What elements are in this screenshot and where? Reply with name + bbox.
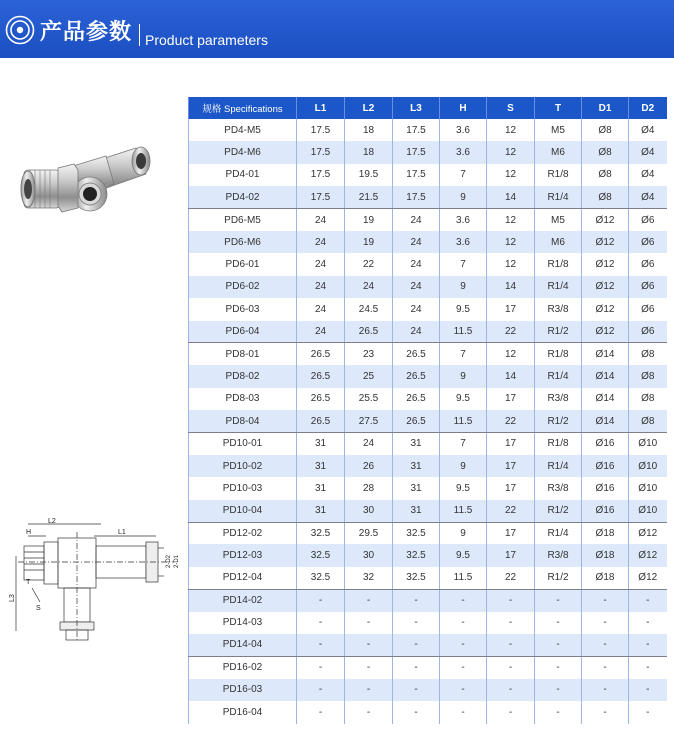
table-cell: 24 <box>297 298 345 320</box>
table-cell: - <box>345 656 393 678</box>
table-cell: Ø12 <box>582 209 629 231</box>
table-cell: 9 <box>440 455 487 477</box>
table-cell: - <box>487 656 535 678</box>
table-cell: R1/8 <box>535 432 582 454</box>
table-cell: R1/8 <box>535 164 582 186</box>
table-cell: 22 <box>487 500 535 522</box>
table-cell: 11.5 <box>440 567 487 589</box>
model-cell: PD10-02 <box>189 455 297 477</box>
section-title-cn: 产品参数 <box>40 20 133 45</box>
table-cell: 14 <box>487 186 535 208</box>
table-cell: Ø8 <box>629 410 667 432</box>
table-cell: 18 <box>345 141 393 163</box>
table-cell: M5 <box>535 119 582 141</box>
table-cell: 17 <box>487 477 535 499</box>
table-cell: 19 <box>345 209 393 231</box>
model-cell: PD8-04 <box>189 410 297 432</box>
table-cell: - <box>629 701 667 723</box>
table-cell: Ø8 <box>629 388 667 410</box>
table-row <box>189 455 667 477</box>
model-cell: PD8-03 <box>189 388 297 410</box>
table-cell: Ø12 <box>629 567 667 589</box>
table-cell: 18 <box>345 119 393 141</box>
dim-label-l1: L1 <box>118 529 126 536</box>
table-header-row <box>189 97 667 119</box>
table-cell: 17 <box>487 522 535 544</box>
table-row <box>189 321 667 343</box>
table-cell: Ø16 <box>582 477 629 499</box>
table-cell: - <box>440 701 487 723</box>
model-cell: PD8-02 <box>189 365 297 387</box>
table-cell: - <box>297 589 345 611</box>
dim-label-l3: L3 <box>9 594 16 602</box>
table-cell: Ø10 <box>629 432 667 454</box>
table-cell: 9 <box>440 276 487 298</box>
table-row <box>189 298 667 320</box>
table-cell: 11.5 <box>440 410 487 432</box>
model-cell: PD14-02 <box>189 589 297 611</box>
table-cell: 32.5 <box>393 544 440 566</box>
model-cell: PD12-02 <box>189 522 297 544</box>
table-cell: Ø4 <box>629 119 667 141</box>
table-cell: Ø8 <box>582 164 629 186</box>
column-header: 规格 Specifications <box>189 97 297 119</box>
model-cell: PD10-01 <box>189 432 297 454</box>
table-cell: 9 <box>440 365 487 387</box>
table-cell: 31 <box>297 500 345 522</box>
table-cell: Ø10 <box>629 477 667 499</box>
table-cell: 12 <box>487 119 535 141</box>
table-cell: 17.5 <box>297 186 345 208</box>
table-cell: - <box>629 634 667 656</box>
model-cell: PD12-04 <box>189 567 297 589</box>
table-cell: 22 <box>487 321 535 343</box>
table-cell: Ø12 <box>582 298 629 320</box>
table-cell: 17.5 <box>297 119 345 141</box>
model-cell: PD14-04 <box>189 634 297 656</box>
table-row <box>189 701 667 723</box>
table-cell: - <box>535 589 582 611</box>
table-row <box>189 141 667 163</box>
table-cell: 9.5 <box>440 298 487 320</box>
table-cell: Ø18 <box>582 544 629 566</box>
table-cell: 7 <box>440 343 487 365</box>
table-cell: Ø6 <box>629 253 667 275</box>
table-cell: R1/8 <box>535 343 582 365</box>
table-cell: - <box>582 589 629 611</box>
table-cell: 31 <box>297 432 345 454</box>
table-cell: - <box>297 612 345 634</box>
table-cell: 31 <box>297 455 345 477</box>
column-header: D1 <box>582 97 629 119</box>
table-cell: 24 <box>297 276 345 298</box>
table-cell: 31 <box>393 500 440 522</box>
table-row <box>189 634 667 656</box>
spec-table <box>188 97 667 724</box>
table-cell: 3.6 <box>440 231 487 253</box>
table-cell: M6 <box>535 231 582 253</box>
table-cell: 24 <box>393 231 440 253</box>
table-cell: Ø6 <box>629 276 667 298</box>
table-cell: - <box>582 701 629 723</box>
table-cell: 24 <box>393 253 440 275</box>
table-cell: 12 <box>487 253 535 275</box>
table-cell: 19 <box>345 231 393 253</box>
table-row <box>189 410 667 432</box>
model-cell: PD6-M5 <box>189 209 297 231</box>
model-cell: PD4-M6 <box>189 141 297 163</box>
model-cell: PD4-01 <box>189 164 297 186</box>
table-row <box>189 365 667 387</box>
table-cell: 24.5 <box>345 298 393 320</box>
table-cell: 30 <box>345 500 393 522</box>
table-cell: 24 <box>393 298 440 320</box>
table-cell: Ø10 <box>629 455 667 477</box>
model-cell: PD4-02 <box>189 186 297 208</box>
table-cell: 26 <box>345 455 393 477</box>
technical-drawing <box>6 518 186 643</box>
table-cell: 3.6 <box>440 209 487 231</box>
table-cell: - <box>629 589 667 611</box>
table-cell: Ø12 <box>582 253 629 275</box>
table-cell: 3.6 <box>440 119 487 141</box>
table-cell: 9.5 <box>440 388 487 410</box>
table-cell: 12 <box>487 231 535 253</box>
model-cell: PD14-03 <box>189 612 297 634</box>
table-cell: 26.5 <box>393 410 440 432</box>
table-cell: - <box>393 701 440 723</box>
table-cell: 14 <box>487 365 535 387</box>
table-cell: - <box>629 656 667 678</box>
table-cell: 17 <box>487 298 535 320</box>
table-row <box>189 612 667 634</box>
table-cell: Ø8 <box>629 365 667 387</box>
table-cell: 32.5 <box>393 522 440 544</box>
table-cell: - <box>345 634 393 656</box>
table-cell: R1/4 <box>535 455 582 477</box>
table-cell: - <box>440 612 487 634</box>
table-cell: R3/8 <box>535 298 582 320</box>
dim-label-l2: L2 <box>48 518 56 525</box>
dim-label-t: T <box>26 579 31 586</box>
table-cell: R1/4 <box>535 365 582 387</box>
table-cell: 26.5 <box>393 365 440 387</box>
table-cell: - <box>487 589 535 611</box>
table-cell: 24 <box>393 321 440 343</box>
table-cell: Ø12 <box>582 276 629 298</box>
table-cell: - <box>487 634 535 656</box>
dim-label-2d2: 2-D2 <box>166 554 172 568</box>
table-cell: Ø14 <box>582 343 629 365</box>
table-cell: Ø10 <box>629 500 667 522</box>
table-row <box>189 164 667 186</box>
table-cell: - <box>440 634 487 656</box>
column-header: D2 <box>629 97 667 119</box>
table-cell: - <box>345 589 393 611</box>
table-cell: - <box>345 701 393 723</box>
model-cell: PD16-03 <box>189 679 297 701</box>
table-cell: M5 <box>535 209 582 231</box>
table-cell: R1/4 <box>535 276 582 298</box>
table-row <box>189 343 667 365</box>
table-row <box>189 253 667 275</box>
table-cell: R3/8 <box>535 388 582 410</box>
table-cell: Ø8 <box>582 186 629 208</box>
table-cell: - <box>297 701 345 723</box>
column-header: L3 <box>393 97 440 119</box>
table-cell: 7 <box>440 164 487 186</box>
table-cell: 17 <box>487 544 535 566</box>
table-cell: 27.5 <box>345 410 393 432</box>
model-cell: PD6-03 <box>189 298 297 320</box>
table-body <box>189 119 667 724</box>
table-cell: R3/8 <box>535 477 582 499</box>
table-cell: Ø16 <box>582 500 629 522</box>
table-cell: 24 <box>297 231 345 253</box>
table-cell: Ø12 <box>582 321 629 343</box>
table-cell: - <box>535 701 582 723</box>
table-row <box>189 589 667 611</box>
column-header: T <box>535 97 582 119</box>
table-cell: 22 <box>487 410 535 432</box>
table-cell: 24 <box>297 253 345 275</box>
table-row <box>189 231 667 253</box>
table-cell: 29.5 <box>345 522 393 544</box>
table-cell: 7 <box>440 432 487 454</box>
table-cell: 7 <box>440 253 487 275</box>
table-cell: 12 <box>487 343 535 365</box>
column-header: L2 <box>345 97 393 119</box>
table-cell: - <box>297 656 345 678</box>
table-cell: - <box>535 612 582 634</box>
table-cell: 26.5 <box>345 321 393 343</box>
model-cell: PD6-01 <box>189 253 297 275</box>
table-cell: Ø4 <box>629 186 667 208</box>
table-cell: 17 <box>487 388 535 410</box>
table-cell: Ø8 <box>582 141 629 163</box>
table-row <box>189 209 667 231</box>
table-cell: 11.5 <box>440 321 487 343</box>
table-cell: - <box>393 679 440 701</box>
table-cell: 12 <box>487 141 535 163</box>
table-cell: Ø6 <box>629 209 667 231</box>
table-cell: 31 <box>393 477 440 499</box>
table-cell: 32.5 <box>297 522 345 544</box>
table-cell: - <box>582 634 629 656</box>
table-cell: 32.5 <box>297 567 345 589</box>
table-cell: - <box>487 679 535 701</box>
table-cell: - <box>297 679 345 701</box>
table-cell: 31 <box>393 432 440 454</box>
table-row <box>189 276 667 298</box>
column-header: S <box>487 97 535 119</box>
table-cell: 9 <box>440 186 487 208</box>
table-cell: 31 <box>297 477 345 499</box>
table-cell: - <box>440 679 487 701</box>
table-cell: 3.6 <box>440 141 487 163</box>
table-cell: 26.5 <box>393 343 440 365</box>
table-cell: 24 <box>393 276 440 298</box>
table-cell: Ø12 <box>629 522 667 544</box>
table-cell: 14 <box>487 276 535 298</box>
table-cell: - <box>345 612 393 634</box>
table-cell: Ø6 <box>629 298 667 320</box>
column-header: L1 <box>297 97 345 119</box>
table-row <box>189 679 667 701</box>
table-cell: R1/2 <box>535 410 582 432</box>
table-cell: - <box>393 589 440 611</box>
table-cell: 24 <box>345 432 393 454</box>
table-cell: Ø14 <box>582 365 629 387</box>
model-cell: PD6-02 <box>189 276 297 298</box>
table-row <box>189 119 667 141</box>
header-banner <box>0 0 674 58</box>
model-cell: PD4-M5 <box>189 119 297 141</box>
table-cell: - <box>440 589 487 611</box>
table-cell: 21.5 <box>345 186 393 208</box>
table-cell: 24 <box>297 209 345 231</box>
table-row <box>189 186 667 208</box>
table-cell: R1/2 <box>535 567 582 589</box>
model-cell: PD16-04 <box>189 701 297 723</box>
table-cell: 25.5 <box>345 388 393 410</box>
table-row <box>189 522 667 544</box>
dim-label-s: S <box>36 605 41 612</box>
table-cell: 17.5 <box>393 164 440 186</box>
table-cell: Ø6 <box>629 231 667 253</box>
table-cell: Ø12 <box>629 544 667 566</box>
table-cell: Ø12 <box>582 231 629 253</box>
table-cell: 9.5 <box>440 477 487 499</box>
model-cell: PD16-02 <box>189 656 297 678</box>
table-cell: - <box>393 634 440 656</box>
table-cell: 17.5 <box>393 186 440 208</box>
table-cell: R1/4 <box>535 186 582 208</box>
table-cell: - <box>582 679 629 701</box>
table-cell: R1/2 <box>535 500 582 522</box>
table-cell: 24 <box>345 276 393 298</box>
section-title-en: Product parameters <box>145 32 268 48</box>
title-divider <box>139 24 140 46</box>
product-photo <box>18 126 168 236</box>
table-cell: Ø4 <box>629 164 667 186</box>
table-cell: 26.5 <box>393 388 440 410</box>
table-row <box>189 388 667 410</box>
table-cell: 11.5 <box>440 500 487 522</box>
table-cell: - <box>487 701 535 723</box>
table-cell: 12 <box>487 164 535 186</box>
target-circle-icon <box>5 15 35 45</box>
table-cell: 23 <box>345 343 393 365</box>
table-cell: Ø18 <box>582 567 629 589</box>
dim-label-2d1: 2-D1 <box>174 554 180 568</box>
table-cell: 9 <box>440 522 487 544</box>
table-cell: 19.5 <box>345 164 393 186</box>
dim-label-h: H <box>26 529 32 536</box>
table-cell: 26.5 <box>297 343 345 365</box>
table-cell: - <box>629 679 667 701</box>
table-cell: - <box>582 656 629 678</box>
table-cell: 31 <box>393 455 440 477</box>
table-cell: 22 <box>345 253 393 275</box>
table-cell: - <box>440 656 487 678</box>
table-cell: 28 <box>345 477 393 499</box>
model-cell: PD6-M6 <box>189 231 297 253</box>
table-cell: - <box>393 656 440 678</box>
table-row <box>189 432 667 454</box>
table-cell: Ø16 <box>582 455 629 477</box>
table-cell: 22 <box>487 567 535 589</box>
table-cell: 12 <box>487 209 535 231</box>
model-cell: PD6-04 <box>189 321 297 343</box>
table-row <box>189 656 667 678</box>
table-row <box>189 500 667 522</box>
table-cell: 17.5 <box>393 141 440 163</box>
table-cell: 24 <box>297 321 345 343</box>
table-row <box>189 544 667 566</box>
table-cell: Ø14 <box>582 410 629 432</box>
model-cell: PD10-04 <box>189 500 297 522</box>
table-cell: - <box>345 679 393 701</box>
table-cell: R1/2 <box>535 321 582 343</box>
table-cell: - <box>487 612 535 634</box>
table-cell: 17.5 <box>297 164 345 186</box>
table-cell: 17 <box>487 455 535 477</box>
table-cell: 17.5 <box>297 141 345 163</box>
table-row <box>189 477 667 499</box>
model-cell: PD12-03 <box>189 544 297 566</box>
table-cell: Ø8 <box>629 343 667 365</box>
table-cell: 26.5 <box>297 365 345 387</box>
table-cell: 32.5 <box>297 544 345 566</box>
table-cell: Ø6 <box>629 321 667 343</box>
column-header: H <box>440 97 487 119</box>
table-row <box>189 567 667 589</box>
table-cell: 17 <box>487 432 535 454</box>
table-cell: R1/8 <box>535 253 582 275</box>
table-cell: - <box>393 612 440 634</box>
table-cell: - <box>297 634 345 656</box>
table-cell: - <box>535 656 582 678</box>
table-cell: Ø8 <box>582 119 629 141</box>
table-cell: 25 <box>345 365 393 387</box>
table-cell: 24 <box>393 209 440 231</box>
model-cell: PD8-01 <box>189 343 297 365</box>
table-cell: Ø16 <box>582 432 629 454</box>
table-cell: Ø18 <box>582 522 629 544</box>
model-cell: PD10-03 <box>189 477 297 499</box>
table-cell: R1/4 <box>535 522 582 544</box>
table-cell: 30 <box>345 544 393 566</box>
table-cell: - <box>535 679 582 701</box>
table-cell: - <box>582 612 629 634</box>
table-cell: Ø14 <box>582 388 629 410</box>
table-cell: M6 <box>535 141 582 163</box>
table-cell: - <box>629 612 667 634</box>
table-cell: 26.5 <box>297 388 345 410</box>
table-cell: 32.5 <box>393 567 440 589</box>
table-cell: - <box>535 634 582 656</box>
table-cell: 32 <box>345 567 393 589</box>
table-cell: Ø4 <box>629 141 667 163</box>
table-cell: 26.5 <box>297 410 345 432</box>
table-cell: 9.5 <box>440 544 487 566</box>
table-cell: 17.5 <box>393 119 440 141</box>
table-cell: R3/8 <box>535 544 582 566</box>
